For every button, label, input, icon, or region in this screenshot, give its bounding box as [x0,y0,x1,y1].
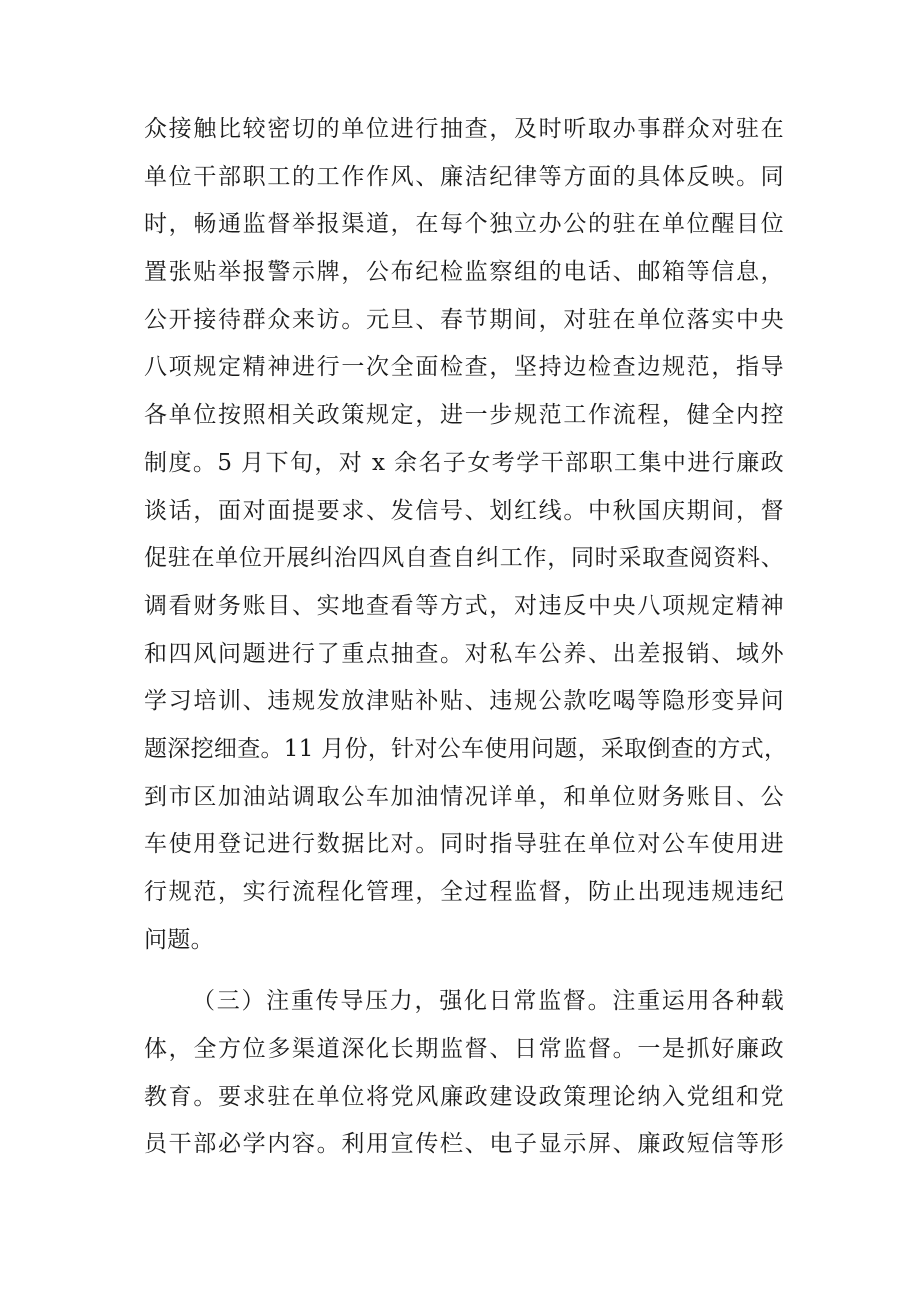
text-line: 众接触比较密切的单位进行抽查，及时听取办事群众对驻在 [144,116,784,142]
text-line: 各单位按照相关政策规定，进一步规范工作流程，健全内控 [144,402,784,429]
text-line: 调看财务账目、实地查看等方式，对违反中央八项规定精神 [144,592,784,619]
text-line: 促驻在单位开展纠治四风自查自纠工作，同时采取查阅资料、 [144,545,784,572]
text-line: 问题。 [144,926,214,953]
text-line: 谈话，面对面提要求、发信号、划红线。中秋国庆期间，督 [144,497,784,524]
text-line: 制度。5 月下旬，对 x 余名子女考学干部职工集中进行廉政 [144,449,784,476]
section-heading-line: （三）注重传导压力，强化日常监督。注重运用各种载 [192,988,784,1015]
text-line: 题深挖细查。11 月份，针对公车使用问题，采取倒查的方式， [144,735,788,762]
text-line: 到市区加油站调取公车加油情况详单，和单位财务账目、公 [144,783,784,810]
text-line: 行规范，实行流程化管理，全过程监督，防止出现违规违纪 [144,879,784,905]
text-line: 体，全方位多渠道深化长期监督、日常监督。一是抓好廉政 [144,1036,784,1063]
text-line: 和四风问题进行了重点抽查。对私车公养、出差报销、域外 [144,640,784,667]
text-line: 单位干部职工的工作作风、廉洁纪律等方面的具体反映。同 [144,163,784,190]
text-line: 车使用登记进行数据比对。同时指导驻在单位对公车使用进 [144,831,784,858]
text-line: 学习培训、违规发放津贴补贴、违规公款吃喝等隐形变异问 [144,688,784,715]
text-line: 教育。要求驻在单位将党风廉政建设政策理论纳入党组和党 [144,1083,784,1110]
text-line: 公开接待群众来访。元旦、春节期间，对驻在单位落实中央 [144,306,784,333]
body-text [144,106,788,1169]
text-line: 员干部必学内容。利用宣传栏、电子显示屏、廉政短信等形 [144,1131,784,1158]
text-line: 置张贴举报警示牌，公布纪检监察组的电话、邮箱等信息， [144,259,784,286]
text-line: 时，畅通监督举报渠道，在每个独立办公的驻在单位醒目位 [144,211,784,238]
text-line: 八项规定精神进行一次全面检查，坚持边检查边规范，指导 [144,354,784,381]
